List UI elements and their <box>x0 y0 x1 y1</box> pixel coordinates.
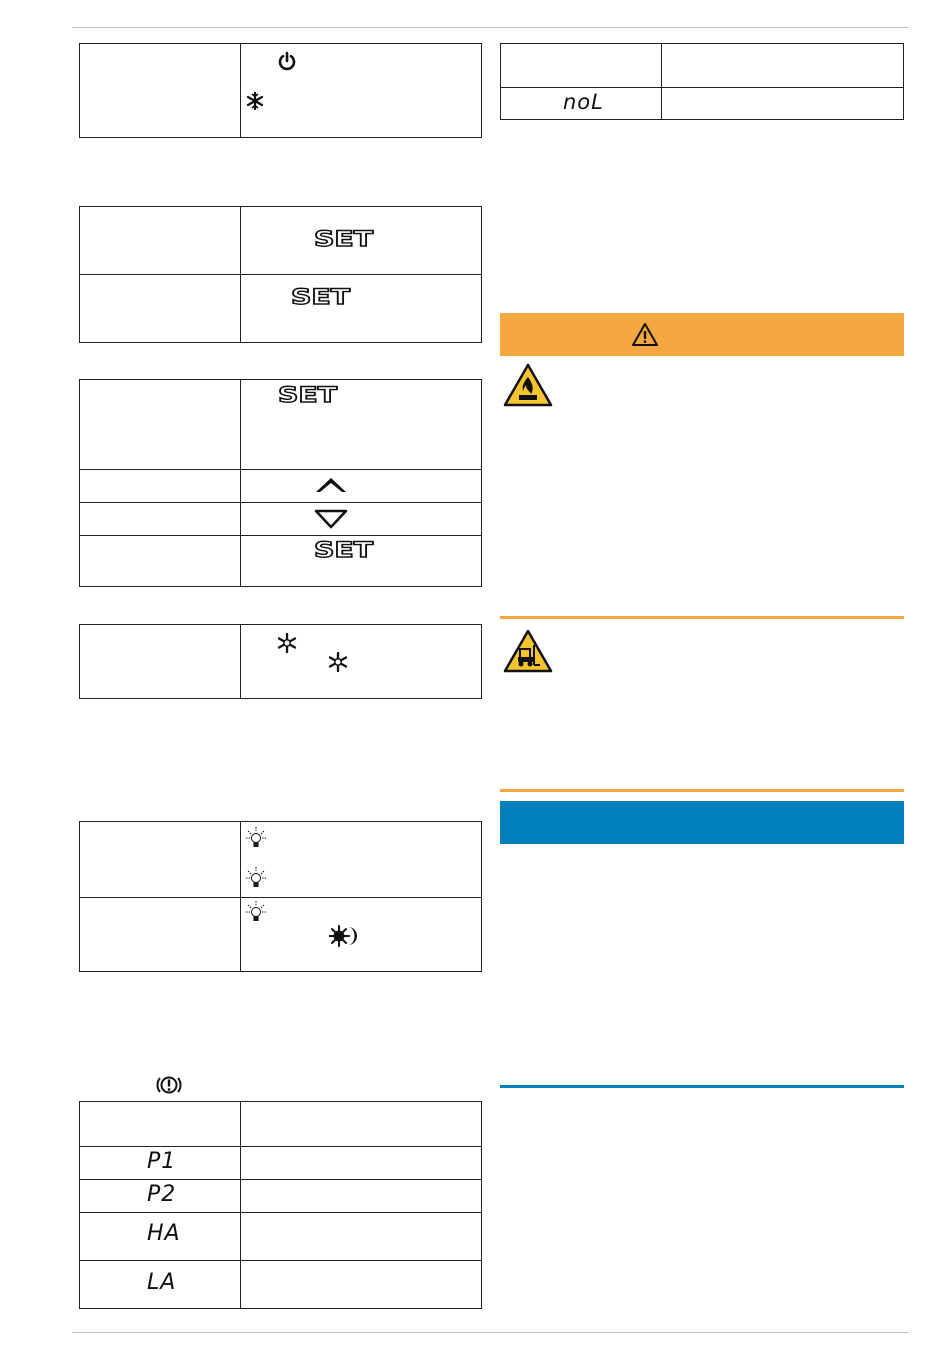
table-alarm-codes <box>79 1101 482 1309</box>
table-cell <box>80 470 241 503</box>
table-cell <box>80 44 241 138</box>
table-cell <box>80 1213 241 1261</box>
arrow-down-icon <box>314 508 348 530</box>
table-cell <box>241 44 482 138</box>
set-key-icon: SET <box>278 383 338 407</box>
footer-rule <box>72 1332 908 1333</box>
table-cell <box>80 625 241 699</box>
table-cell <box>241 1261 482 1309</box>
table-set <box>79 206 482 343</box>
table-cell <box>241 275 482 343</box>
warning-triangle-icon <box>631 322 659 347</box>
light-bulb-icon <box>246 827 266 849</box>
table-defrost <box>79 624 482 699</box>
table-cell <box>241 470 482 503</box>
table-power <box>79 43 482 138</box>
table-cell <box>241 1180 482 1213</box>
flammable-hazard-icon <box>503 363 553 407</box>
table-cell <box>80 898 241 972</box>
table-cell <box>80 207 241 275</box>
warning-banner <box>500 313 904 356</box>
table-cell <box>80 1261 241 1309</box>
table-cell <box>80 536 241 587</box>
alarm-code-la: LA <box>147 1270 177 1295</box>
table-cell <box>501 88 662 120</box>
alarm-code-p1: P1 <box>147 1149 177 1174</box>
set-key-icon: SET <box>314 538 374 562</box>
info-section-rule <box>500 1085 904 1088</box>
table-row <box>80 1180 482 1213</box>
table-cell <box>241 1147 482 1180</box>
defrost-icon <box>277 633 297 653</box>
table-cell <box>241 1213 482 1261</box>
day-night-icon <box>329 925 357 947</box>
table-cell <box>241 503 482 536</box>
table-cell <box>662 88 904 120</box>
table-row <box>80 1213 482 1261</box>
table-display-codes <box>500 43 904 120</box>
table-cell <box>80 503 241 536</box>
table-cell <box>662 44 904 88</box>
alarm-code-p2: P2 <box>147 1182 177 1207</box>
forklift-hazard-icon <box>503 629 553 673</box>
warning-section-rule <box>500 616 904 619</box>
arrow-up-icon <box>314 475 348 495</box>
power-icon <box>277 51 297 71</box>
header-rule <box>72 27 908 28</box>
snowflake-icon <box>246 92 264 110</box>
alarm-icon <box>156 1074 182 1096</box>
light-bulb-icon <box>246 901 266 923</box>
table-cell <box>241 536 482 587</box>
alarm-code-ha: HA <box>147 1221 181 1246</box>
table-cell <box>241 1102 482 1147</box>
table-cell <box>241 625 482 699</box>
table-cell <box>501 44 662 88</box>
table-cell <box>241 207 482 275</box>
defrost-icon <box>328 652 348 672</box>
table-cell <box>80 275 241 343</box>
set-key-icon: SET <box>291 285 351 309</box>
table-row <box>80 1261 482 1309</box>
table-row <box>80 1147 482 1180</box>
info-banner <box>500 801 904 844</box>
table-cell <box>241 380 482 470</box>
light-bulb-icon <box>246 867 266 889</box>
table-cell <box>241 898 482 972</box>
warning-section-rule <box>500 789 904 792</box>
table-row <box>501 88 904 120</box>
display-code-nol: noL <box>563 90 604 114</box>
table-cell <box>80 1102 241 1147</box>
table-cell <box>80 1147 241 1180</box>
table-cell <box>80 380 241 470</box>
table-cell <box>241 822 482 898</box>
table-cell <box>80 822 241 898</box>
table-setpoint <box>79 379 482 587</box>
set-key-icon: SET <box>314 227 374 251</box>
table-cell <box>80 1180 241 1213</box>
table-light <box>79 821 482 972</box>
